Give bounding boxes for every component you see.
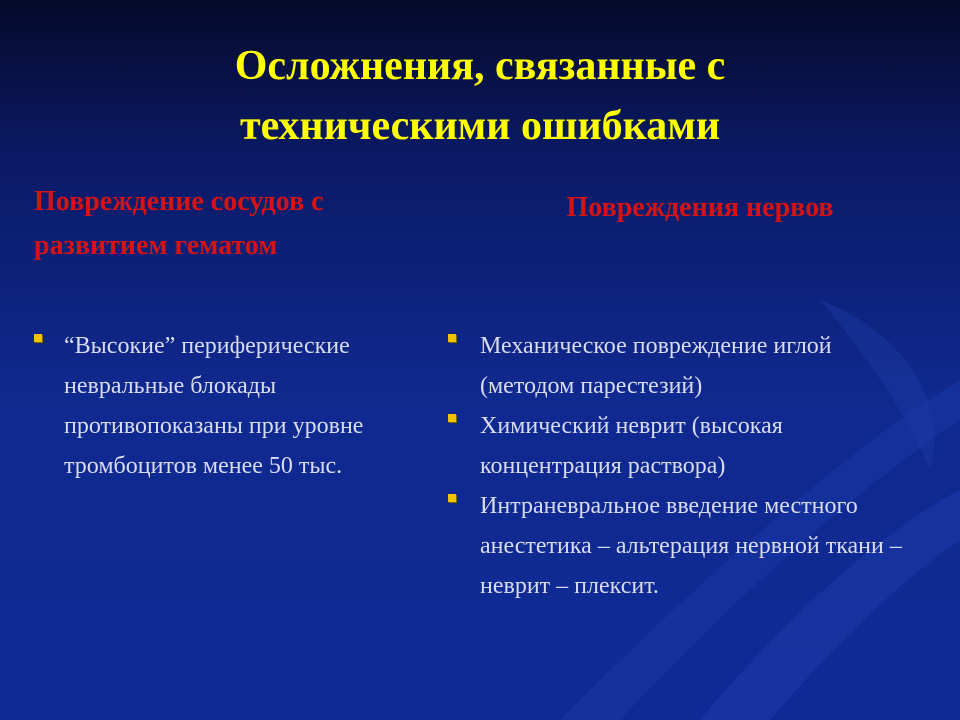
bullet-item [30,326,430,486]
square-bullet-icon [448,414,456,422]
bullet-item [444,326,914,406]
bullet-text: “Высокие” периферические невральные блокады противопоказаны при уровне тромбоцитов менее 50 тыс. [64,333,364,479]
bullet-text: Механическое повреждение иглой (методом парестезий) [480,333,832,399]
slide-title-line-1: Осложнения, связанные с [234,43,726,89]
slide-title-line-2: техническими ошибками [239,103,721,149]
slide-title [0,36,960,156]
bullet-text: Химический неврит (высокая концентрация раствора) [480,413,783,479]
square-bullet-icon [34,334,42,342]
left-column-heading: Повреждение сосудов с развитием гематом [34,186,324,261]
left-bullet-list [30,326,430,486]
square-bullet-icon [448,494,456,502]
bullet-text: Интраневральное введение местного анестетика – альтерация нервной ткани – неврит – плексит. [480,493,902,599]
right-bullet-list [444,326,914,606]
bullet-item [444,486,914,606]
square-bullet-icon [448,334,456,342]
bullet-item [444,406,914,486]
right-column-heading: Повреждения нервов [566,192,834,223]
